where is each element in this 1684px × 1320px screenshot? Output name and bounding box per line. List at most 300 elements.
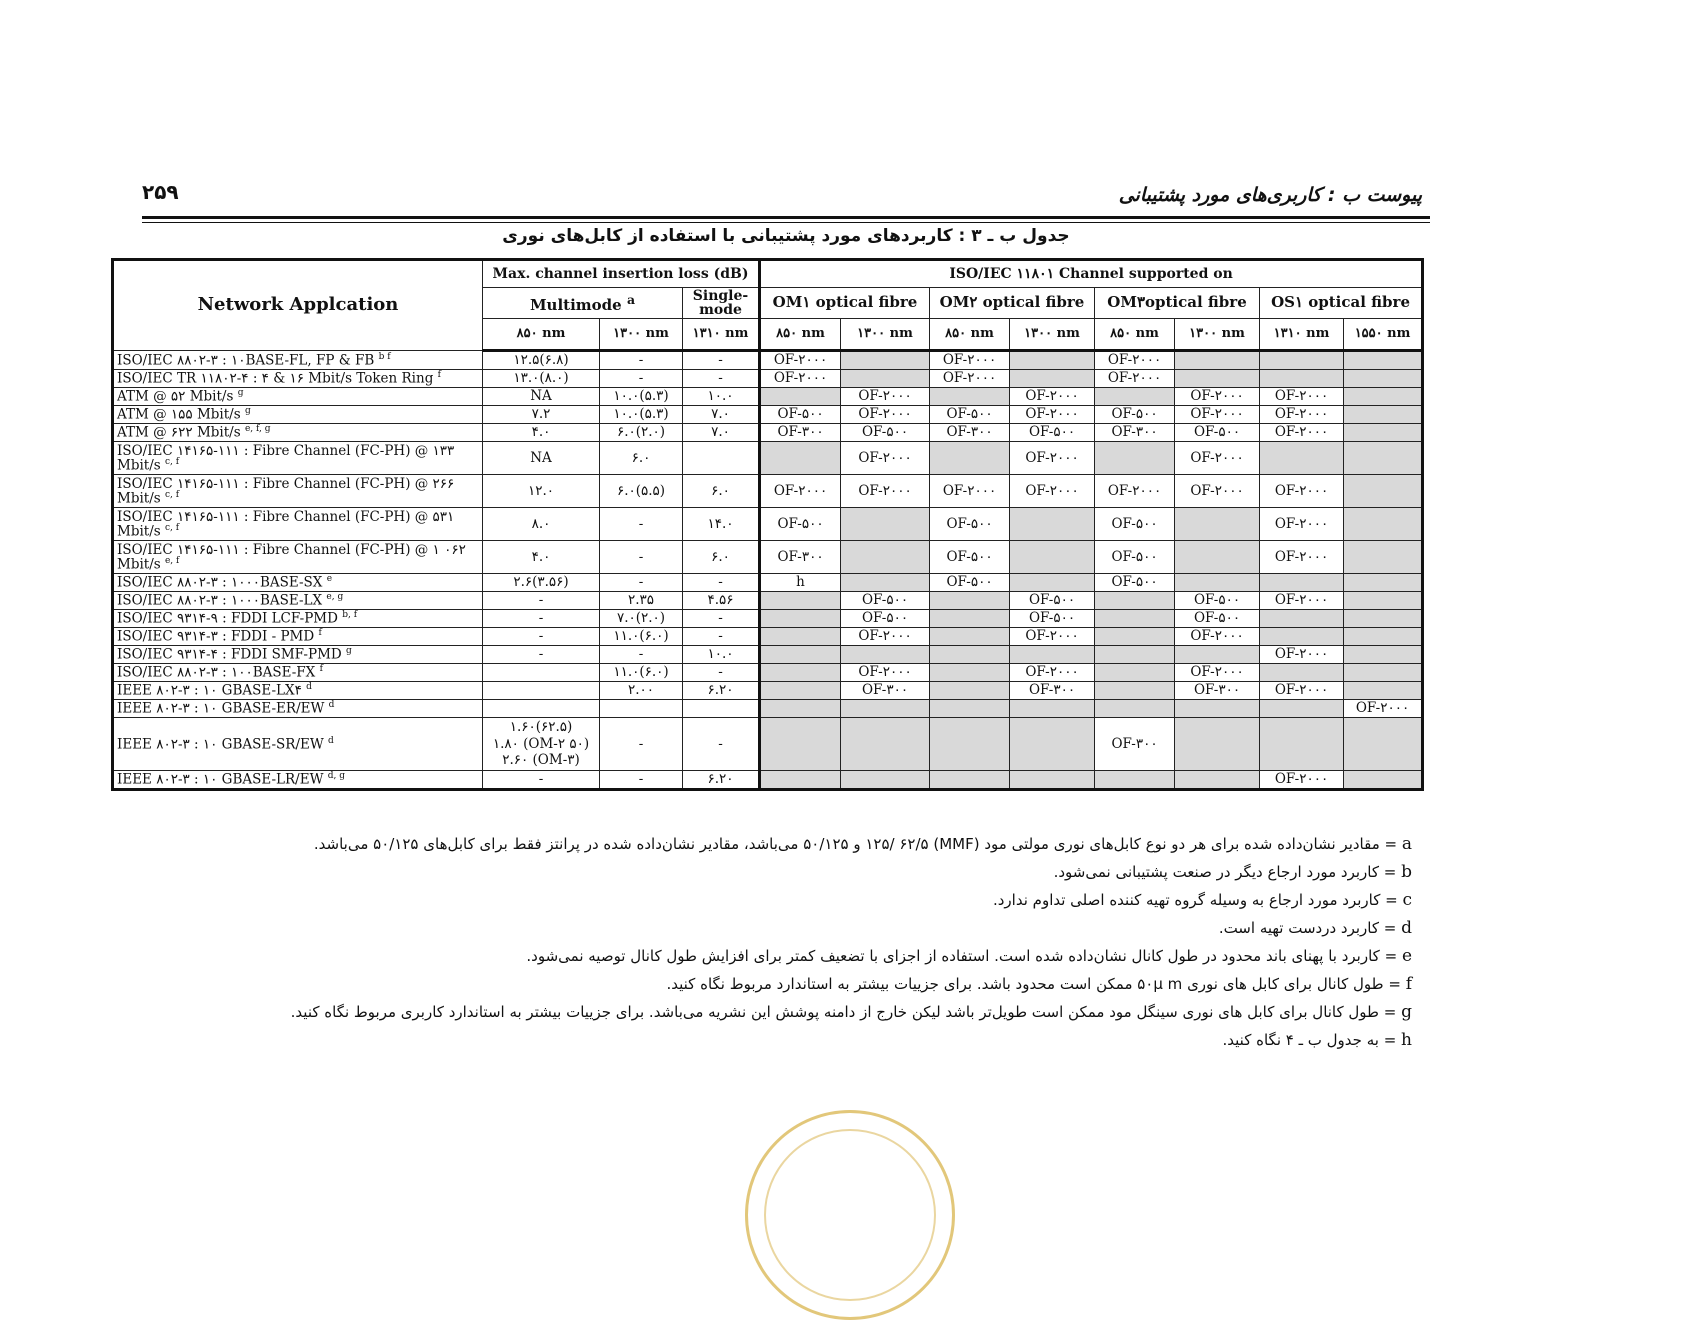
- value-cell: ۴.۵۶: [683, 592, 760, 610]
- application-name: [113, 718, 483, 771]
- value-cell: OF-۳۰۰: [1095, 718, 1175, 771]
- footnote-key: f: [1405, 974, 1412, 994]
- application-name: [113, 771, 483, 790]
- value-cell: OF-۵۰۰: [930, 406, 1010, 424]
- iso-channel-header: ISO/IEC ۱۱۸۰۱ Channel supported on: [760, 260, 1423, 288]
- value-cell: OF-۵۰۰: [760, 406, 841, 424]
- value-cell: [930, 664, 1010, 682]
- application-label: IEEE ۸۰۲-۳ : ۱۰ GBASE-SR/EW: [117, 736, 324, 753]
- value-cell: [930, 442, 1010, 475]
- table-row: [113, 610, 1423, 628]
- multimode-header: Multimode $^a$: [483, 288, 683, 319]
- value-cell: [1010, 718, 1095, 771]
- value-cell: OF-۲۰۰۰: [1260, 592, 1344, 610]
- footnotes: [290, 830, 1412, 1054]
- footnote-ref: g: [244, 406, 251, 417]
- table-row: [113, 628, 1423, 646]
- footnote-ref: d: [328, 735, 334, 746]
- table-row: [113, 771, 1423, 790]
- value-cell: OF-۵۰۰: [1095, 541, 1175, 574]
- value-cell: OF-۵۰۰: [1095, 406, 1175, 424]
- application-name: [113, 541, 483, 574]
- value-cell: [1260, 664, 1344, 682]
- value-cell: [1010, 771, 1095, 790]
- wavelength-header: ۸۵۰ nm: [483, 319, 600, 351]
- value-cell: [1260, 628, 1344, 646]
- value-cell: OF-۲۰۰۰: [1260, 682, 1344, 700]
- value-cell: [841, 771, 930, 790]
- footnote-ref: c, f: [164, 456, 180, 467]
- value-cell: -: [483, 610, 600, 628]
- application-name: [113, 475, 483, 508]
- value-cell: ۶.۲۰: [683, 682, 760, 700]
- value-cell: OF-۲۰۰۰: [841, 406, 930, 424]
- value-cell: -: [683, 718, 760, 771]
- value-cell: [760, 610, 841, 628]
- value-cell: [760, 664, 841, 682]
- value-cell: ۶.۰: [683, 475, 760, 508]
- value-cell: [930, 592, 1010, 610]
- footnote-item: d = کاربرد دردست تهیه است.: [1218, 918, 1412, 938]
- value-cell: OF-۲۰۰۰: [1175, 475, 1260, 508]
- application-name: [113, 442, 483, 475]
- value-cell: [483, 700, 600, 718]
- value-cell: [841, 700, 930, 718]
- table-row: [113, 370, 1423, 388]
- value-cell: OF-۲۰۰۰: [1010, 388, 1095, 406]
- footnote-text: طول کانال برای کابل های نوری سینگل مود ممکن است طویل‌تر باشد لیکن خارج از دامنه پوشش این نشریه می‌باشد. برای جزییات بیشتر به استاندارد کاربری مربوط نگاه کنید.: [290, 1003, 1379, 1021]
- footnote-ref: b, f: [342, 610, 358, 621]
- footnote-ref: g: [346, 646, 352, 657]
- footnote-text: طول کانال برای کابل های نوری ۵۰µ m ممکن است محدود باشد. برای جزییات بیشتر به استاندارد مربوط نگاه کنید.: [666, 975, 1384, 993]
- table-row: [113, 351, 1423, 370]
- value-cell: OF-۲۰۰۰: [1260, 406, 1344, 424]
- value-cell: ۲.۶(۳.۵۶): [483, 574, 600, 592]
- value-cell: ۶.۲۰: [683, 771, 760, 790]
- value-cell: -: [600, 351, 683, 370]
- value-cell: OF-۳۰۰: [1175, 682, 1260, 700]
- value-cell: OF-۵۰۰: [1175, 610, 1260, 628]
- value-cell: OF-۵۰۰: [1010, 592, 1095, 610]
- value-cell: OF-۲۰۰۰: [930, 351, 1010, 370]
- value-cell: -: [600, 718, 683, 771]
- value-cell: OF-۵۰۰: [1095, 574, 1175, 592]
- value-cell: [1344, 610, 1423, 628]
- value-cell: OF-۲۰۰۰: [1175, 664, 1260, 682]
- publisher-seal: [745, 1110, 955, 1320]
- application-label: ISO/IEC ۱۴۱۶۵-۱۱۱ : Fibre Channel (FC-PH) @ ۱ ۰۶۲ Mbit/s: [117, 541, 466, 573]
- value-cell: [841, 541, 930, 574]
- value-cell: [760, 628, 841, 646]
- value-cell: [930, 682, 1010, 700]
- wavelength-header: ۸۵۰ nm: [930, 319, 1010, 351]
- table-row: [113, 646, 1423, 664]
- value-cell: [1175, 700, 1260, 718]
- table-row: [113, 406, 1423, 424]
- value-cell: [841, 351, 930, 370]
- value-cell: [930, 646, 1010, 664]
- page-number: ۲۵۹: [142, 180, 179, 204]
- value-cell: OF-۲۰۰۰: [1260, 388, 1344, 406]
- application-label: ISO/IEC ۹۳۱۴-۴ : FDDI SMF-PMD: [117, 646, 342, 663]
- value-cell: ۱۰.۰: [683, 388, 760, 406]
- value-cell: ۸.۰: [483, 508, 600, 541]
- value-cell: -: [683, 628, 760, 646]
- singlemode-header: Single-mode: [683, 288, 760, 319]
- value-cell: OF-۲۰۰۰: [1175, 442, 1260, 475]
- value-cell: -: [483, 592, 600, 610]
- value-cell: [1260, 610, 1344, 628]
- value-cell: [1344, 475, 1423, 508]
- application-name: [113, 628, 483, 646]
- value-cell: OF-۲۰۰۰: [841, 442, 930, 475]
- value-cell: -: [600, 771, 683, 790]
- table-row: [113, 574, 1423, 592]
- footnote-ref: c, f: [164, 489, 180, 500]
- wavelength-header: ۱۳۱۰ nm: [1260, 319, 1344, 351]
- value-cell: OF-۲۰۰۰: [1260, 475, 1344, 508]
- value-cell: [760, 771, 841, 790]
- table-row: [113, 682, 1423, 700]
- value-cell: [1095, 700, 1175, 718]
- value-cell: ۱۳.۰(۸.۰): [483, 370, 600, 388]
- value-cell: [1344, 574, 1423, 592]
- value-cell: -: [600, 508, 683, 541]
- value-cell: [760, 646, 841, 664]
- value-cell: ۱۰.۰(۵.۳): [600, 406, 683, 424]
- value-cell: OF-۵۰۰: [1095, 508, 1175, 541]
- wavelength-header: ۱۵۵۰ nm: [1344, 319, 1423, 351]
- value-cell: [1344, 682, 1423, 700]
- value-cell: OF-۵۰۰: [930, 541, 1010, 574]
- applications-table: [111, 258, 1424, 791]
- value-cell: ۶.۰(۵.۵): [600, 475, 683, 508]
- value-cell: OF-۲۰۰۰: [1260, 508, 1344, 541]
- value-cell: [1344, 351, 1423, 370]
- value-cell: ۴.۰: [483, 424, 600, 442]
- table-row: [113, 475, 1423, 508]
- value-cell: NA: [483, 442, 600, 475]
- value-cell: OF-۵۰۰: [1010, 424, 1095, 442]
- value-cell: OF-۲۰۰۰: [760, 351, 841, 370]
- value-cell: [483, 664, 600, 682]
- footnote-key: e: [1401, 946, 1412, 966]
- application-label: ISO/IEC ۹۳۱۴-۳ : FDDI - PMD: [117, 628, 315, 645]
- value-cell: -: [600, 370, 683, 388]
- value-cell: [1095, 592, 1175, 610]
- value-cell: [1344, 718, 1423, 771]
- value-cell: [1010, 351, 1095, 370]
- value-cell: OF-۳۰۰: [760, 541, 841, 574]
- value-cell: OF-۲۰۰۰: [930, 475, 1010, 508]
- value-cell: OF-۵۰۰: [760, 508, 841, 541]
- application-label: ISO/IEC ۹۳۱۴-۹ : FDDI LCF-PMD: [117, 610, 338, 627]
- value-cell: [1260, 700, 1344, 718]
- value-cell: ۲.۰۰: [600, 682, 683, 700]
- table-row: [113, 388, 1423, 406]
- value-cell: OF-۲۰۰۰: [1260, 646, 1344, 664]
- footnote-ref: d, g: [327, 771, 346, 782]
- value-cell: [1175, 646, 1260, 664]
- footnote-item: b = کاربرد مورد ارجاع دیگر در صنعت پشتیبانی نمی‌شود.: [1053, 862, 1412, 882]
- value-cell: ۱۰.۰: [683, 646, 760, 664]
- table-row: [113, 700, 1423, 718]
- value-cell: OF-۲۰۰۰: [841, 628, 930, 646]
- value-cell: -: [483, 646, 600, 664]
- value-cell: ۱۲.۵(۶.۸): [483, 351, 600, 370]
- value-cell: ۴.۰: [483, 541, 600, 574]
- value-cell: [1344, 592, 1423, 610]
- application-name: [113, 610, 483, 628]
- value-cell: [1175, 771, 1260, 790]
- value-cell: [1344, 406, 1423, 424]
- table-caption: جدول ب ـ ۳ : کاربردهای مورد پشتیبانی با استفاده از کابل‌های نوری: [502, 226, 1070, 246]
- value-cell: OF-۳۰۰: [1095, 424, 1175, 442]
- application-label: IEEE ۸۰۲-۳ : ۱۰ GBASE-LX۴: [117, 682, 302, 699]
- footnote-key: h: [1401, 1030, 1412, 1050]
- value-cell: OF-۳۰۰: [760, 424, 841, 442]
- value-cell: OF-۲۰۰۰: [1175, 406, 1260, 424]
- value-cell: [930, 700, 1010, 718]
- network-application-header: Network Applcation: [113, 260, 483, 351]
- header-rule-thin: [142, 222, 1430, 223]
- value-cell: OF-۵۰۰: [930, 574, 1010, 592]
- application-label: ATM @ ۵۲ Mbit/s: [117, 388, 234, 405]
- footnote-ref: d: [306, 682, 312, 693]
- value-cell: OF-۲۰۰۰: [1010, 628, 1095, 646]
- value-cell: OF-۲۰۰۰: [1010, 664, 1095, 682]
- value-cell: [1095, 682, 1175, 700]
- value-cell: OF-۳۰۰: [1010, 682, 1095, 700]
- value-cell: [1344, 628, 1423, 646]
- value-cell: OF-۲۰۰۰: [1010, 406, 1095, 424]
- value-cell: ۶.۰: [600, 442, 683, 475]
- value-cell: [760, 700, 841, 718]
- value-cell: ۷.۰(۲.۰): [600, 610, 683, 628]
- value-cell: [1095, 646, 1175, 664]
- value-cell: OF-۵۰۰: [1010, 610, 1095, 628]
- footnote-ref: b f: [378, 351, 391, 362]
- table-row: [113, 424, 1423, 442]
- application-label: ISO/IEC ۱۴۱۶۵-۱۱۱ : Fibre Channel (FC-PH) @ ۱۳۳ Mbit/s: [117, 442, 455, 474]
- value-cell: OF-۲۰۰۰: [1095, 475, 1175, 508]
- application-label: ATM @ ۶۲۲ Mbit/s: [117, 424, 241, 441]
- application-name: [113, 370, 483, 388]
- value-cell: -: [683, 610, 760, 628]
- footnote-ref: d: [328, 700, 335, 711]
- value-cell: [841, 646, 930, 664]
- om2-header: OM۲ optical fibre: [930, 288, 1095, 319]
- value-cell: [1010, 541, 1095, 574]
- application-name: [113, 646, 483, 664]
- value-cell: OF-۵۰۰: [930, 508, 1010, 541]
- value-cell: ۷.۲: [483, 406, 600, 424]
- value-cell: [600, 700, 683, 718]
- footnote-item: g = طول کانال برای کابل های نوری سینگل مود ممکن است طویل‌تر باشد لیکن خارج از دامنه پوشش این نشریه می‌باشد. برای جزییات بیشتر به استاندارد کاربری مربوط نگاه کنید.: [290, 1002, 1412, 1022]
- value-cell: [1344, 664, 1423, 682]
- value-cell: ۷.۰: [683, 406, 760, 424]
- footnote-key: c: [1402, 890, 1412, 910]
- table-row: [113, 442, 1423, 475]
- value-cell: OF-۳۰۰: [930, 424, 1010, 442]
- value-cell: [1344, 771, 1423, 790]
- application-name: [113, 664, 483, 682]
- value-cell: OF-۲۰۰۰: [760, 370, 841, 388]
- value-cell: [1260, 574, 1344, 592]
- value-cell: [1010, 370, 1095, 388]
- value-cell: OF-۲۰۰۰: [841, 388, 930, 406]
- footnote-ref: c, f: [164, 522, 180, 533]
- value-cell: [930, 388, 1010, 406]
- value-cell: [841, 508, 930, 541]
- footnote-item: f = طول کانال برای کابل های نوری ۵۰µ m ممکن است محدود باشد. برای جزییات بیشتر به استاندارد مربوط نگاه کنید.: [666, 974, 1412, 994]
- value-cell: [1260, 718, 1344, 771]
- value-cell: OF-۵۰۰: [1175, 592, 1260, 610]
- application-label: ISO/IEC ۸۸۰۲-۳ : ۱۰۰۰BASE-SX: [117, 574, 323, 591]
- value-cell: [1175, 541, 1260, 574]
- os1-header: OS۱ optical fibre: [1260, 288, 1423, 319]
- value-cell: OF-۲۰۰۰: [841, 664, 930, 682]
- value-cell: OF-۲۰۰۰: [1260, 541, 1344, 574]
- value-cell: [760, 442, 841, 475]
- value-cell: -: [600, 574, 683, 592]
- running-header: پیوست ب : کاربری‌های مورد پشتیبانی: [1118, 184, 1422, 206]
- table-row: [113, 718, 1423, 771]
- value-cell: -: [683, 664, 760, 682]
- value-cell: [841, 574, 930, 592]
- value-cell: OF-۲۰۰۰: [930, 370, 1010, 388]
- application-label: IEEE ۸۰۲-۳ : ۱۰ GBASE-LR/EW: [117, 771, 324, 788]
- footnote-key: d: [1401, 918, 1412, 938]
- application-name: [113, 351, 483, 370]
- value-cell: [1175, 370, 1260, 388]
- wavelength-header: ۱۳۰۰ nm: [600, 319, 683, 351]
- value-cell: [1260, 351, 1344, 370]
- wavelength-header: ۸۵۰ nm: [1095, 319, 1175, 351]
- application-label: ISO/IEC TR ۱۱۸۰۲-۴ : ۴ & ۱۶ Mbit/s Token Ring: [117, 370, 434, 387]
- value-cell: [1095, 771, 1175, 790]
- application-label: ISO/IEC ۸۸۰۲-۳ : ۱۰۰۰BASE-LX: [117, 592, 323, 609]
- header-rule-thick: [142, 216, 1430, 219]
- value-cell: OF-۲۰۰۰: [760, 475, 841, 508]
- value-cell: [1095, 664, 1175, 682]
- footnote-text: کاربرد مورد ارجاع دیگر در صنعت پشتیبانی نمی‌شود.: [1053, 863, 1379, 881]
- application-label: ISO/IEC ۱۴۱۶۵-۱۱۱ : Fibre Channel (FC-PH) @ ۲۶۶ Mbit/s: [117, 475, 455, 507]
- wavelength-header: ۱۳۱۰ nm: [683, 319, 760, 351]
- application-label: ISO/IEC ۸۸۰۲-۳ : ۱۰BASE-FL, FP & FB: [117, 352, 375, 369]
- om3-header: OM۳optical fibre: [1095, 288, 1260, 319]
- value-cell: [683, 442, 760, 475]
- value-cell: [1095, 610, 1175, 628]
- footnote-ref: g: [237, 388, 244, 399]
- value-cell: OF-۵۰۰: [841, 592, 930, 610]
- value-cell: -: [683, 351, 760, 370]
- application-name: [113, 388, 483, 406]
- value-cell: [1344, 541, 1423, 574]
- application-name: [113, 700, 483, 718]
- application-label: ISO/IEC ۱۴۱۶۵-۱۱۱ : Fibre Channel (FC-PH) @ ۵۳۱ Mbit/s: [117, 508, 455, 540]
- footnote-item: e = کاربرد با پهنای باند محدود در طول کانال نشان‌داده شده است. استفاده از اجزای با تضعیف کمتر برای افزایش طول کانال توصیه نمی‌شود.: [526, 946, 1412, 966]
- value-cell: [683, 700, 760, 718]
- footnote-text: کاربرد با پهنای باند محدود در طول کانال نشان‌داده شده است. استفاده از اجزای با تضعیف کمتر برای افزایش طول کانال توصیه نمی‌شود.: [526, 947, 1380, 965]
- value-cell: [1095, 442, 1175, 475]
- footnote-text: به جدول ب ـ ۴ نگاه کنید.: [1222, 1031, 1379, 1049]
- footnote-item: h = به جدول ب ـ ۴ نگاه کنید.: [1222, 1030, 1412, 1050]
- value-cell: [930, 610, 1010, 628]
- value-cell: [1344, 508, 1423, 541]
- application-name: [113, 592, 483, 610]
- value-cell: [930, 718, 1010, 771]
- value-cell: [841, 370, 930, 388]
- footnote-text: کاربرد مورد ارجاع به وسیله گروه تهیه کننده اصلی تداوم ندارد.: [992, 891, 1381, 909]
- value-cell: ۷.۰: [683, 424, 760, 442]
- value-cell: [1344, 646, 1423, 664]
- value-cell: ۱۲.۰: [483, 475, 600, 508]
- value-cell: NA: [483, 388, 600, 406]
- value-cell: ۱۱.۰(۶.۰): [600, 628, 683, 646]
- value-cell: ۱۰.۰(۵.۳): [600, 388, 683, 406]
- value-cell: [1344, 424, 1423, 442]
- value-cell: [1010, 646, 1095, 664]
- value-cell: [1175, 574, 1260, 592]
- value-cell: [483, 682, 600, 700]
- footnote-ref: f: [318, 628, 322, 639]
- om1-header: OM۱ optical fibre: [760, 288, 930, 319]
- value-cell: OF-۲۰۰۰: [841, 475, 930, 508]
- footnote-ref: f: [319, 664, 323, 675]
- value-cell: [1010, 508, 1095, 541]
- wavelength-header: ۱۳۰۰ nm: [1010, 319, 1095, 351]
- value-cell: OF-۳۰۰: [841, 682, 930, 700]
- value-cell: h: [760, 574, 841, 592]
- application-name: [113, 574, 483, 592]
- application-label: ATM @ ۱۵۵ Mbit/s: [117, 406, 241, 423]
- value-cell: ۱.۶۰(۶۲.۵) ۱.۸۰ (OM-۲ ۵۰) ۲.۶۰ (OM-۳): [483, 718, 600, 771]
- value-cell: OF-۲۰۰۰: [1260, 771, 1344, 790]
- footnote-text: کاربرد دردست تهیه است.: [1218, 919, 1379, 937]
- value-cell: [1175, 718, 1260, 771]
- value-cell: [760, 682, 841, 700]
- footnote-ref: e, f, g: [244, 424, 271, 435]
- value-cell: [760, 718, 841, 771]
- value-cell: -: [600, 646, 683, 664]
- application-name: [113, 406, 483, 424]
- value-cell: -: [483, 771, 600, 790]
- wavelength-header: ۱۳۰۰ nm: [1175, 319, 1260, 351]
- value-cell: OF-۲۰۰۰: [1095, 351, 1175, 370]
- footnote-ref: f: [437, 370, 441, 381]
- footnote-ref: e, f: [164, 555, 180, 566]
- value-cell: ۶.۰(۲.۰): [600, 424, 683, 442]
- value-cell: ۱۴.۰: [683, 508, 760, 541]
- value-cell: OF-۵۰۰: [841, 424, 930, 442]
- table-row: [113, 508, 1423, 541]
- application-label: ISO/IEC ۸۸۰۲-۳ : ۱۰۰BASE-FX: [117, 664, 316, 681]
- footnote-ref: e: [326, 574, 333, 585]
- value-cell: [1010, 574, 1095, 592]
- footnote-key: g: [1401, 1002, 1412, 1022]
- value-cell: ۲.۳۵: [600, 592, 683, 610]
- value-cell: OF-۵۰۰: [1175, 424, 1260, 442]
- value-cell: [841, 718, 930, 771]
- application-name: [113, 508, 483, 541]
- application-name: [113, 424, 483, 442]
- value-cell: ۱۱.۰(۶.۰): [600, 664, 683, 682]
- value-cell: [1095, 628, 1175, 646]
- value-cell: ۶.۰: [683, 541, 760, 574]
- wavelength-header: ۸۵۰ nm: [760, 319, 841, 351]
- application-label: IEEE ۸۰۲-۳ : ۱۰ GBASE-ER/EW: [117, 700, 325, 717]
